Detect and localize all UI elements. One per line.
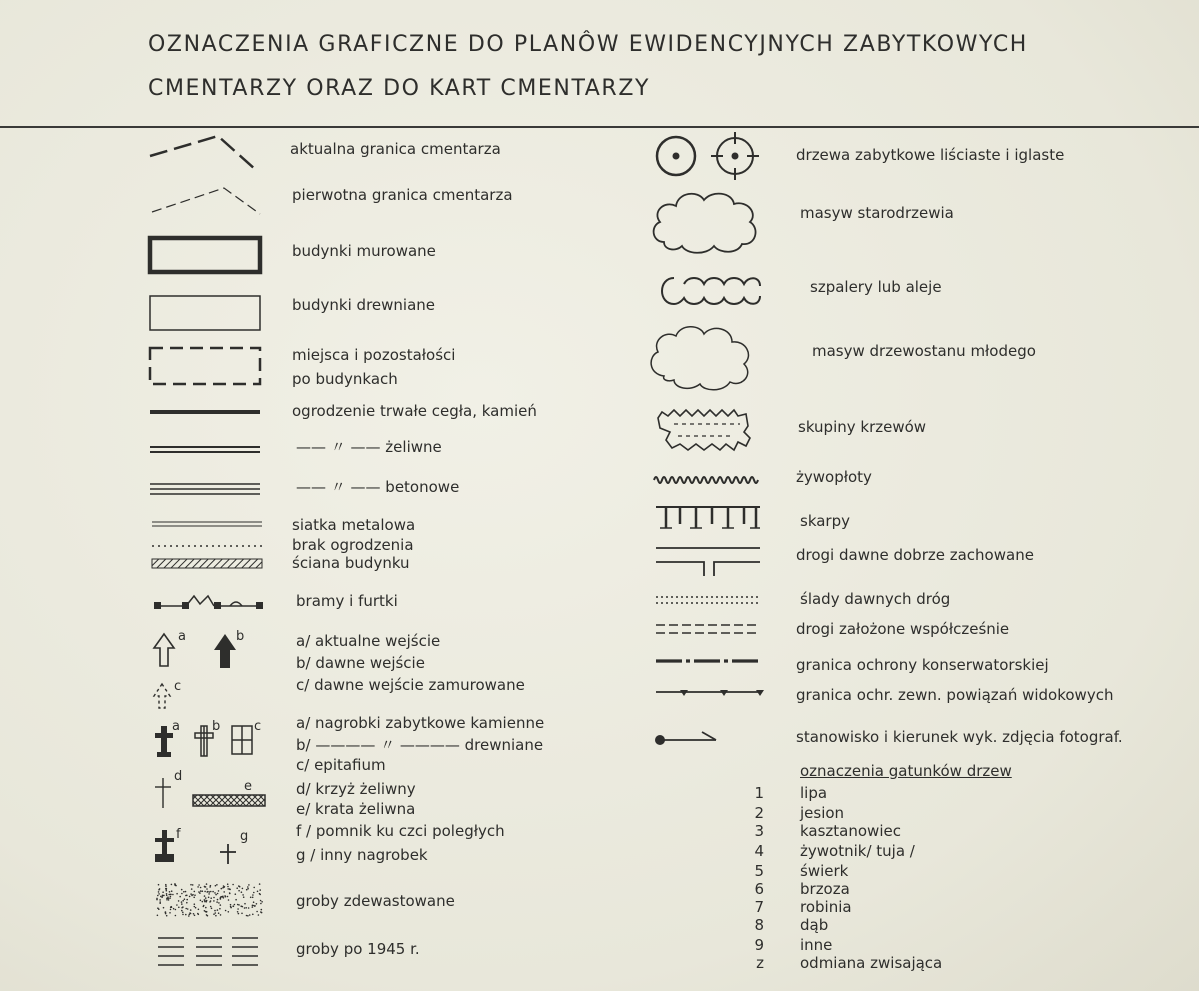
letter-b-tomb: b <box>212 719 221 734</box>
species-name: odmiana zwisająca <box>800 954 943 972</box>
label-hedges: żywopłoty <box>796 468 872 486</box>
label-old-roads: drogi dawne dobrze zachowane <box>796 546 1034 564</box>
label-tomb-f: f / pomnik ku czci poległych <box>296 822 505 840</box>
devastated-graves-icon <box>156 882 268 918</box>
label-young-stand: masyw drzewostanu młodego <box>812 342 1036 360</box>
current-boundary-icon <box>148 132 263 174</box>
label-building-remains-1: miejsca i pozostałości <box>292 346 456 364</box>
letter-f: f <box>176 827 181 842</box>
label-shrubs: skupiny krzewów <box>798 418 927 436</box>
label-concrete-fence: —— 〃 —— betonowe <box>296 478 460 496</box>
memorial-icon <box>152 828 178 866</box>
label-building-wall: ściana budynku <box>292 554 410 572</box>
slopes-icon <box>656 504 762 532</box>
label-tomb-g: g / inny nagrobek <box>296 846 428 864</box>
label-gates: bramy i furtki <box>296 592 398 610</box>
road-traces-icon <box>656 594 762 606</box>
alley-icon <box>654 274 764 310</box>
species-name: kasztanowiec <box>800 822 901 840</box>
conservation-boundary-icon <box>656 656 766 666</box>
label-old-stand: masyw starodrzewia <box>800 204 954 222</box>
letter-b-entrance: b <box>236 629 245 644</box>
label-slopes: skarpy <box>800 512 850 530</box>
shrubs-icon <box>654 406 760 456</box>
species-number: 5 <box>754 862 764 880</box>
view-boundary-icon <box>656 686 766 700</box>
species-name: brzoza <box>800 880 850 898</box>
species-name: robinia <box>800 898 852 916</box>
letter-c-tomb: c <box>254 719 262 734</box>
label-tomb-e: e/ krata żeliwna <box>296 800 416 818</box>
species-name: jesion <box>800 804 845 822</box>
hedges-icon <box>654 474 762 486</box>
species-number: 6 <box>754 880 764 898</box>
label-tomb-c: c/ epitafium <box>296 756 386 774</box>
page-title-line2: CMENTARZY ORAZ DO KART CMENTARZY <box>148 76 651 101</box>
label-tomb-b: b/ ———— 〃 ———— drewniane <box>296 736 544 754</box>
old-stand-cloud-icon <box>650 188 762 258</box>
photo-position-icon <box>654 728 720 748</box>
label-permanent-fence: ogrodzenie trwałe cegła, kamień <box>292 402 537 420</box>
young-stand-cloud-icon <box>646 320 758 396</box>
letter-e: e <box>244 779 252 794</box>
metal-mesh-icon <box>152 520 264 528</box>
label-entrance-c: c/ dawne wejście zamurowane <box>296 676 525 694</box>
building-wall-icon <box>152 558 264 570</box>
no-fence-icon <box>152 544 264 548</box>
label-original-boundary: pierwotna granica cmentarza <box>292 186 513 204</box>
species-number: 2 <box>754 804 764 822</box>
species-number: 1 <box>754 784 764 802</box>
iron-cross-icon <box>152 776 176 810</box>
species-number: z <box>756 954 764 972</box>
label-photo-position: stanowisko i kierunek wyk. zdjęcia fotograf. <box>796 728 1123 746</box>
iron-grate-icon <box>192 794 268 808</box>
label-entrance-b: b/ dawne wejście <box>296 654 425 672</box>
wooden-building-icon <box>148 294 264 334</box>
species-heading: oznaczenia gatunków drzew <box>800 762 1012 780</box>
species-name: dąb <box>800 916 829 934</box>
gate-icon <box>152 590 268 614</box>
label-post-1945-graves: groby po 1945 r. <box>296 940 420 958</box>
label-road-traces: ślady dawnych dróg <box>800 590 951 608</box>
label-no-fence: brak ogrodzenia <box>292 536 414 554</box>
page-title-line1: OZNACZENIA GRAFICZNE DO PLANÔW EWIDENCYJNYCH ZABYTKOWYCH <box>148 32 1028 57</box>
label-wooden-buildings: budynki drewniane <box>292 296 436 314</box>
species-number: 7 <box>754 898 764 916</box>
label-masonry-buildings: budynki murowane <box>292 242 436 260</box>
label-tomb-d: d/ krzyż żeliwny <box>296 780 416 798</box>
label-conservation-boundary: granica ochrony konserwatorskiej <box>796 656 1049 674</box>
label-tomb-a: a/ nagrobki zabytkowe kamienne <box>296 714 545 732</box>
original-boundary-icon <box>150 186 265 218</box>
other-tomb-icon <box>218 840 240 866</box>
species-name: żywotnik/ tuja / <box>800 842 915 860</box>
species-name: inne <box>800 936 833 954</box>
species-number: 3 <box>754 822 764 840</box>
concrete-fence-icon <box>150 482 262 496</box>
label-alleys: szpalery lub aleje <box>810 278 942 296</box>
letter-a-tomb: a <box>172 719 180 734</box>
species-number: 4 <box>754 842 764 860</box>
label-metal-mesh: siatka metalowa <box>292 516 416 534</box>
label-view-boundary: granica ochr. zewn. powiązań widokowych <box>796 686 1114 704</box>
coniferous-tree-icon <box>708 130 764 184</box>
species-number: 9 <box>754 936 764 954</box>
species-name: świerk <box>800 862 849 880</box>
post-1945-graves-icon <box>156 934 268 974</box>
species-name: lipa <box>800 784 828 802</box>
header-divider <box>0 126 1199 128</box>
label-building-remains-2: po budynkach <box>292 370 398 388</box>
old-roads-icon <box>656 544 762 578</box>
label-devastated-graves: groby zdewastowane <box>296 892 455 910</box>
label-cast-iron-fence: —— 〃 —— żeliwne <box>296 438 442 456</box>
label-historic-trees: drzewa zabytkowe liściaste i iglaste <box>796 146 1065 164</box>
letter-g: g <box>240 829 249 844</box>
letter-a-entrance: a <box>178 629 186 644</box>
letter-d: d <box>174 769 183 784</box>
letter-c-entrance: c <box>174 679 182 694</box>
modern-roads-icon <box>656 622 762 636</box>
cast-iron-fence-icon <box>150 444 262 456</box>
deciduous-tree-icon <box>654 134 700 180</box>
label-current-boundary: aktualna granica cmentarza <box>290 140 501 158</box>
permanent-fence-icon <box>150 408 262 416</box>
epitaph-icon <box>230 724 256 756</box>
label-modern-roads: drogi założone współcześnie <box>796 620 1010 638</box>
label-entrance-a: a/ aktualne wejście <box>296 632 441 650</box>
species-number: 8 <box>754 916 764 934</box>
building-remains-icon <box>148 346 264 388</box>
masonry-building-icon <box>146 236 262 276</box>
